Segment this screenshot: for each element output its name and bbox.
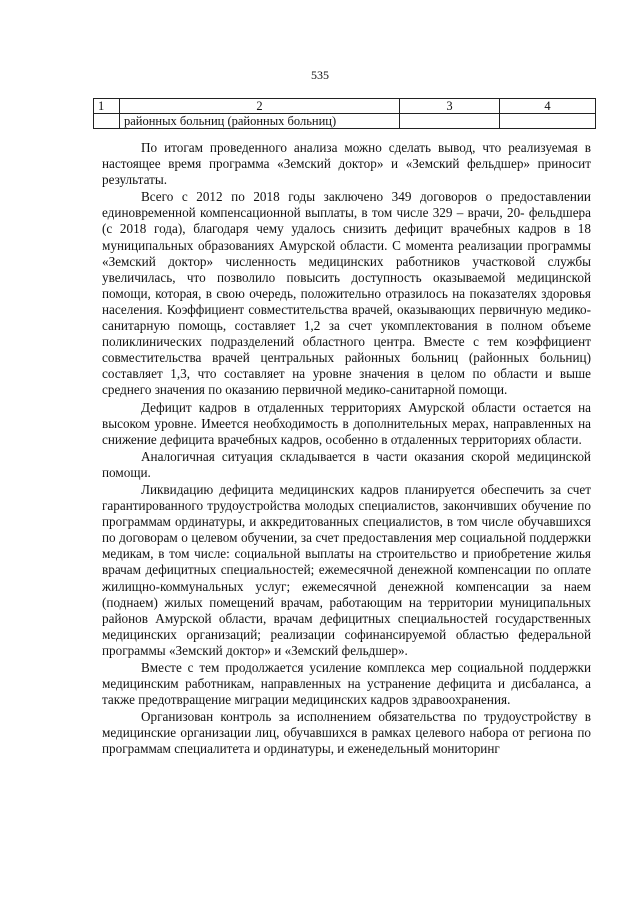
table-header-cell: 3 (400, 99, 500, 114)
paragraph: Ликвидацию дефицита медицинских кадров планируется обеспечить за счет гарантированного трудоустройства молодых специалистов, закончивших обучение по программам ординатуры, и аккредитованных специалистов, в том числе обучавшихся по договорам о целевом обучении, за счет предоставления мер социальной поддержки медикам, в том числе: социальной выплаты на строительство и приобретение жилья врачам дефицитных специальностей; ежемесячной денежной компенсации по оплате жилищно-коммунальных услуг; ежемесячной денежной компенсации за наем (поднаем) жилых помещений врачам, работающим на территории муниципальных районов Амурской области, врачам дефицитных специальностей государственных медицинских организаций; реализации софинансируемой областью федеральной программы «Земский доктор» и «Земский фельдшер». (102, 481, 591, 658)
table-header-cell: 4 (500, 99, 596, 114)
continued-table (93, 98, 596, 129)
page-number: 535 (311, 68, 329, 82)
paragraph: Аналогичная ситуация складывается в части оказания скорой медицинской помощи. (102, 448, 591, 480)
paragraph: Вместе с тем продолжается усиление комплекса мер социальной поддержки медицинским работникам, направленных на устранение дефицита и дисбаланса, а также предотвращение миграции медицинских кадров здравоохранения. (102, 660, 591, 708)
table-header-row (94, 99, 596, 114)
table-cell (400, 114, 500, 129)
table-cell: районных больниц (районных больниц) (120, 114, 400, 129)
paragraph: Организован контроль за исполнением обязательства по трудоустройству в медицинские организации лиц, обучавшихся в рамках целевого набора от региона по программам специалитета и ординатуры, и еженедельный мониторинг (102, 709, 591, 757)
table-header-cell: 2 (120, 99, 400, 114)
paragraph: Всего с 2012 по 2018 годы заключено 349 договоров о предоставлении единовременной компенсационной выплаты, в том числе 329 – врачи, 20- фельдшера (с 2018 года), благодаря чему удалось снизить дефицит врачебных кадров в 18 муниципальных образованиях Амурской области. С момента реализации программы «Земский доктор» численность медицинских работников участковой службы увеличилась, что позволило повысить доступность оказываемой медицинской помощи, которая, в свою очередь, положительно отразилось на показателях здоровья населения. Коэффициент совместительства врачей, оказывающих первичную медико-санитарную помощь, составляет 1,2 за счет укомплектования в полном объеме поликлинических подразделений областного центра. Вместе с тем коэффициент совместительства врачей центральных районных больниц (районных больниц) составляет 1,3, что составляет на уровне значения в целом по области и выше среднего значения по оказанию первичной медико-санитарной помощи. (102, 189, 591, 398)
table-header-cell: 1 (94, 99, 120, 114)
document-body (102, 140, 591, 759)
table-cell (500, 114, 596, 129)
table-row (94, 114, 596, 129)
paragraph: По итогам проведенного анализа можно сделать вывод, что реализуемая в настоящее время программа «Земский доктор» и «Земский фельдшер» приносит результаты. (102, 140, 591, 188)
paragraph: Дефицит кадров в отдаленных территориях Амурской области остается на высоком уровне. Имеется необходимость в дополнительных мерах, направленных на снижение дефицита врачебных кадров, особенно в отдаленных территориях области. (102, 399, 591, 447)
table-cell (94, 114, 120, 129)
